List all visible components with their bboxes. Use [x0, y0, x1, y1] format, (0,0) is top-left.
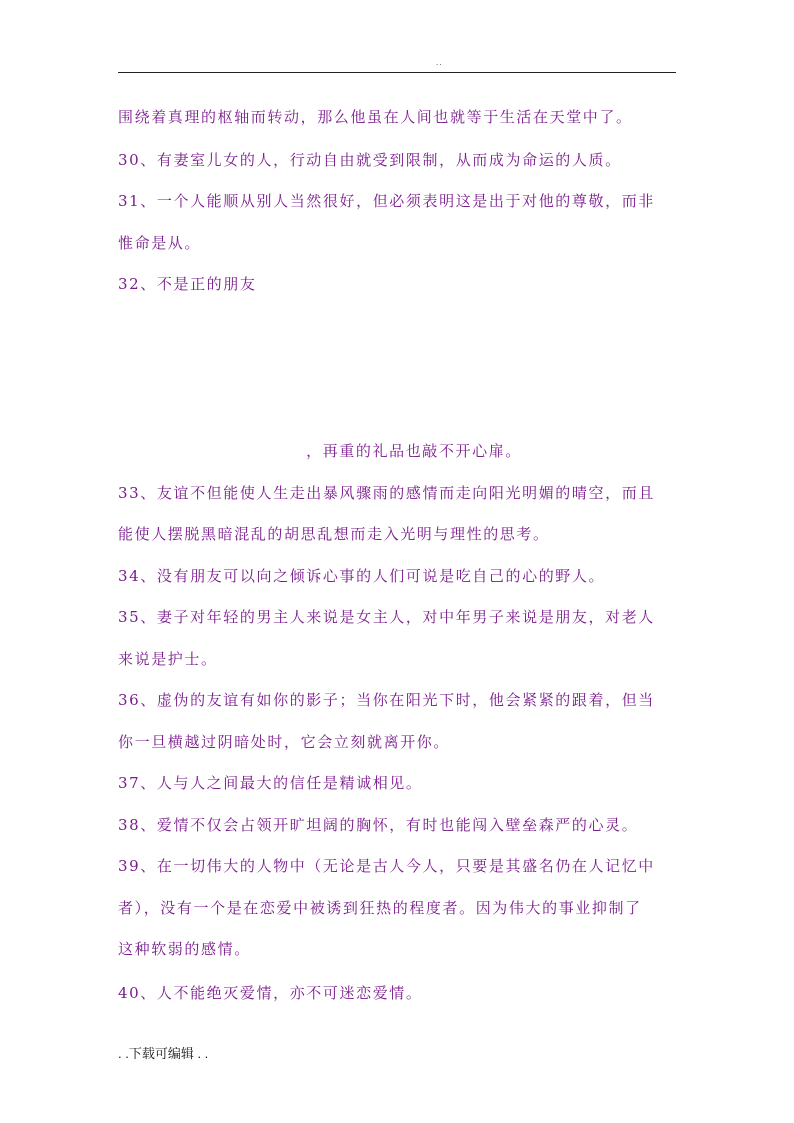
- text-line: 围绕着真理的枢轴而转动，那么他虽在人间也就等于生活在天堂中了。: [118, 108, 633, 126]
- header-mark: ..: [436, 58, 443, 67]
- text-line: 40、人不能绝灭爱情，亦不可迷恋爱情。: [118, 984, 423, 1002]
- text-line: 能使人摆脱黑暗混乱的胡思乱想而走入光明与理性的思考。: [118, 525, 550, 543]
- text-line: 34、没有朋友可以向之倾诉心事的人们可说是吃自己的心的野人。: [118, 567, 606, 585]
- text-line: 你一旦横越过阴暗处时，它会立刻就离开你。: [118, 733, 451, 751]
- text-line: 31、一个人能顺从别人当然很好，但必须表明这是出于对他的尊敬，而非: [118, 192, 655, 210]
- text-line: 38、爱情不仅会占领开旷坦阔的胸怀，有时也能闯入壁垒森严的心灵。: [118, 816, 639, 834]
- header-rule: [118, 72, 676, 73]
- text-line: 惟命是从。: [118, 234, 202, 252]
- text-line: 32、不是正的朋友: [118, 275, 257, 293]
- text-line: 30、有妻室儿女的人，行动自由就受到限制，从而成为命运的人质。: [118, 151, 622, 169]
- text-line: 35、妻子对年轻的男主人来说是女主人，对中年男子来说是朋友，对老人: [118, 608, 655, 626]
- text-line: 36、虚伪的友谊有如你的影子；当你在阳光下时，他会紧紧的跟着，但当: [118, 691, 655, 709]
- text-line: ，再重的礼品也敲不开心扉。: [306, 442, 522, 460]
- text-line: 33、友谊不但能使人生走出暴风骤雨的感情而走向阳光明媚的晴空，而且: [118, 484, 655, 502]
- footer-note: . .下载可编辑 . .: [118, 1046, 209, 1061]
- text-line: 39、在一切伟大的人物中（无论是古人今人，只要是其盛名仍在人记忆中: [118, 857, 655, 875]
- text-line: 37、人与人之间最大的信任是精诚相见。: [118, 774, 423, 792]
- text-line: 这种软弱的感情。: [118, 940, 251, 958]
- text-line: 来说是护士。: [118, 650, 218, 668]
- text-line: 者），没有一个是在恋爱中被诱到狂热的程度者。因为伟大的事业抑制了: [118, 899, 642, 917]
